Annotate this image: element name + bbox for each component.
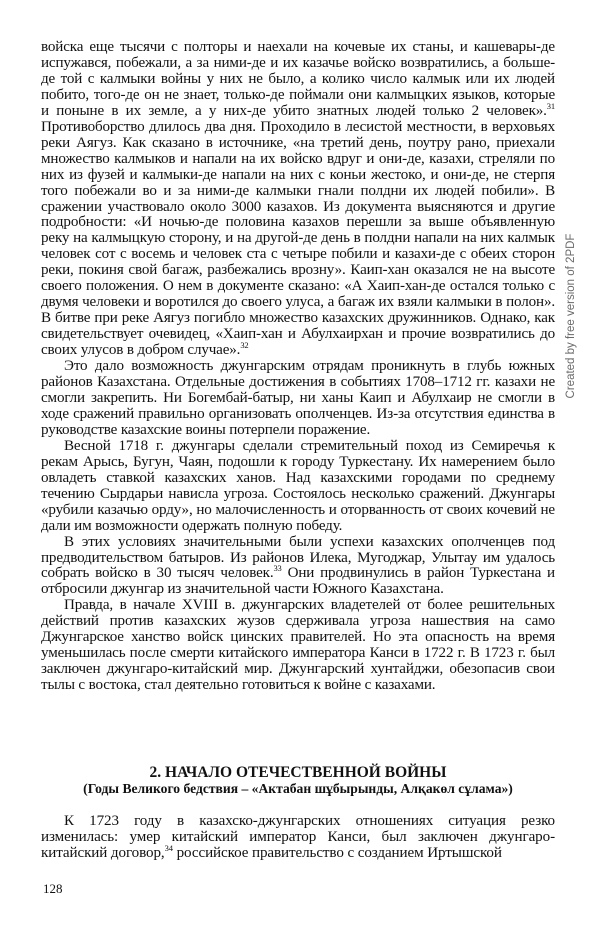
section-subtitle: (Годы Великого бедствия – «Актабан шұбырынды, Алқакөл сұлама») [83, 781, 513, 796]
paragraph-3: Весной 1718 г. джунгары сделали стремительный поход из Семиречья к рекам Арысь, Бугун, Чаян, подошли к городу Туркестану. Их намерением было овладеть ставкой казахских ханов. Над казахскими городами по среднему течению Сырдарьи нависла угроза. Состоялось несколько сражений. Джунгары «рубили казачью орду», но малочисленность и оторванность от своих кочевий не дали им возможности одержать полную победу. [41, 437, 555, 534]
paragraph-2: Это дало возможность джунгарским отрядам проникнуть в глубь южных районов Казахстана. Отдельные достижения в событиях 1708–1712 гг. казахи не смогли закрепить. Ни Богембай-батыр, ни ханы Каип и Абулхаир не смогли в ходе сражений правильно организовать ополченцев. Из-за отсутствия единства в руководстве казахские воины потерпели поражение. [41, 358, 555, 438]
main-text [41, 40, 555, 694]
paragraph-4: В этих условиях значительными были успехи казахских ополченцев под предводительством батыров. Из районов Илека, Мугоджар, Улытау им удалось собрать войско в 30 тысяч человек.$^{33}$ Они продвинулись в район Туркестана и отбросили джунгар из значительной части Южного Казахстана. [41, 533, 555, 598]
footnote-ref-31: 31 [546, 100, 555, 111]
footnote-ref-32: 32 [240, 340, 249, 351]
section-text [41, 813, 555, 862]
paragraph-1: войска еще тысячи с полторы и наехали на кочевые их станы, и кашевары-де испужався, побежали, а за ними-де и их казачье войско возвратились, а больше-де той с калмыки войны у них не было, а колико число калмык или их людей побито, того-де он не знает, только-де поймали они калмыцких языков, которые и поныне в их земле, а у них-де убито знатных людей только 2 человек».$^{31}$ Противоборство длилось два дня. Проходило в лесистой местности, в верховьях реки Аягуз. Как сказано в источнике, «на третий день, поутру рано, приехали множество калмыков и напали на их войско вдруг и они-де, казахи, стреляли по них из фузей и калмыки-де напали на них с коньи жестоко, и они-де, не стерпя того побежали во и за ними-де калмыки гнали полдни их людей побили». В сражении участвовало около 3000 казахов. Из документа выясняются и другие подробности: «И ночью-де половина казахов перешли за выше объявленную реку на калмыцкую сторону, и на другой-де день в полдни напали на них калмык человек сот с восемь и человек ста с четыре побили и казахи-де с обеих сторон реки, покиня свой багаж, разбежались врозну». Каип-хан оказался не на высоте своего положения. О нем в документе сказано: «А Хаип-хан-де остался только с двумя человеки и воротился до своего улуса, а багаж их взяли калмыки в полон». В битве при реке Аягуз погибло множество казахских дружинников. Однако, как свидетельствует очевидец, «Хаип-хан и Абулхаирхан и прочие возвратились до своих улусов в добром случае».$^{32}$ [41, 39, 555, 359]
footnote-ref-34: 34 [164, 843, 173, 854]
footnote-ref-33: 33 [273, 563, 282, 574]
paragraph-6: К 1723 году в казахско-джунгарских отношениях ситуация резко изменилась: умер китайский император Канси, был заключен джунгаро-китайский договор,$^{34}$ российское правительство с созданием Иртышской [41, 813, 555, 862]
section-title: 2. НАЧАЛО ОТЕЧЕСТВЕННОЙ ВОЙНЫ [149, 764, 447, 781]
watermark-text: Created by free version of 2PDF [565, 233, 577, 399]
section-heading [41, 764, 555, 797]
paragraph-5: Правда, в начале XVIII в. джунгарских владетелей от более решительных действий против казахских жузов сдерживала угроза нашествия на само Джунгарское ханство войск цинских правителей. Но эта опасность на время уменьшилась после смерти китайского императора Канси в 1722 г. В 1723 г. был заключен джунгаро-китайский мир. Джунгарский хунтайджи, обезопасив свои тылы с востока, стал деятельно готовиться к войне с казахами. [41, 597, 555, 694]
page-number: 128 [43, 881, 63, 896]
